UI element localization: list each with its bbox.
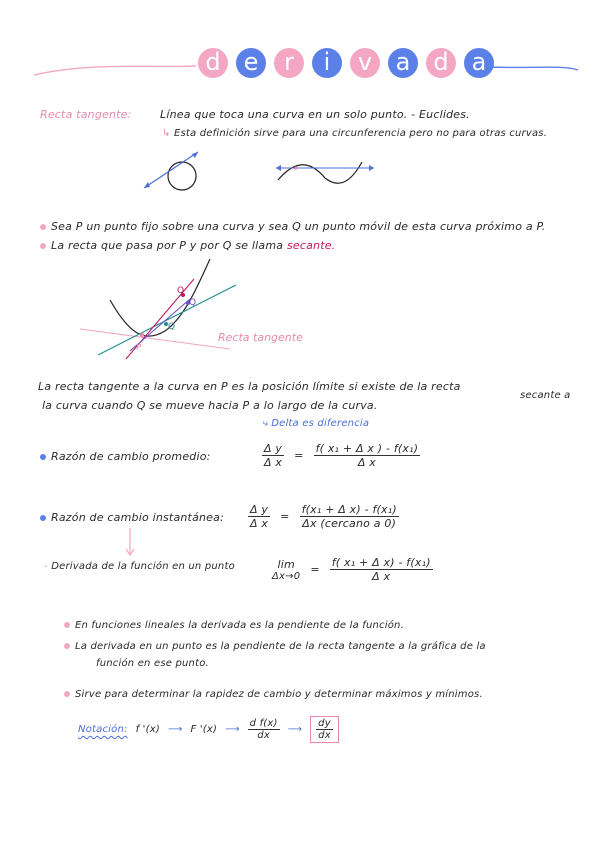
list-item: Sea P un punto fijo sobre una curva y sea Q un punto móvil de esta curva próximo a P. <box>40 220 600 233</box>
title-letter: e <box>236 48 266 78</box>
title-letter: a <box>464 48 494 78</box>
title-letter: v <box>350 48 380 78</box>
definition-secante: secante a <box>520 390 571 401</box>
bullet-icon <box>64 622 70 628</box>
bullet-icon <box>40 454 46 460</box>
list-item: La derivada en un punto es la pendiente de la recta tangente a la gráfica de la <box>64 641 486 652</box>
label-q: Q <box>177 286 185 296</box>
bullet-icon <box>40 515 46 521</box>
title-letter: a <box>388 48 418 78</box>
arrow-icon: ⟶ <box>287 724 303 735</box>
arrow-icon: ⤷ <box>262 418 268 429</box>
tangent-text: Línea que toca una curva en un solo punto. - Euclides. <box>160 108 470 121</box>
list-item-continuation: función en ese punto. <box>96 658 209 669</box>
title-letter: i <box>312 48 342 78</box>
tangent-sketches <box>130 150 390 200</box>
avg-rate-label: Razón de cambio promedio: <box>40 450 211 463</box>
tangent-label: Recta tangente: <box>40 108 132 121</box>
bullet-icon <box>40 243 46 249</box>
definition-line: la curva cuando Q se mueve hacia P a lo largo de la curva. <box>42 399 378 412</box>
definition-line: La recta tangente a la curva en P es la posición límite si existe de la recta <box>38 380 461 393</box>
point-p <box>140 333 144 337</box>
bullet-icon <box>64 643 70 649</box>
derivative-point-label: - Derivada de la función en un punto <box>44 561 235 572</box>
label-p: P <box>136 343 142 353</box>
notation-leibniz: $\frac{\text{d f(x)}}{dx}$ <box>249 718 278 741</box>
arrow-icon: ⟶ <box>225 724 240 735</box>
tangent-note-text: Esta definición sirve para una circunferencia pero no para otras curvas. <box>173 128 548 139</box>
bullet-icon <box>40 224 46 230</box>
notation-boxed: $\frac{dy}{dx}$ <box>310 716 339 743</box>
secante-word: secante. <box>286 239 336 252</box>
label-q: Q <box>189 298 197 308</box>
down-arrow-icon <box>124 528 136 558</box>
inst-rate-label: Razón de cambio instantánea: <box>40 511 224 524</box>
tangent-line-label: Recta tangente <box>218 331 303 344</box>
arrow-icon: ⟶ <box>167 724 183 735</box>
arrow-icon: ↳ <box>162 128 171 139</box>
list-item: En funciones lineales la derivada es la pendiente de la función. <box>64 620 404 631</box>
notation-f1: f '(x) <box>135 724 160 735</box>
title-letter: d <box>198 48 228 78</box>
notation-f2: F '(x) <box>190 724 218 735</box>
derivative-point-formula: lim Δx→0 = $\frac{\text{f( x₁ + Δ x) - f(x₁)}}{\text{Δ x}}$ <box>272 556 431 583</box>
delta-note: ⤷ Delta es diferencia <box>262 418 370 429</box>
title-letter: d <box>426 48 456 78</box>
list-item: La recta que pasa por P y por Q se llama secante. <box>40 239 335 252</box>
inst-rate-formula: $\frac{\text{Δ y}}{\text{Δ x}}$ = $\frac{\text{f(x₁ + Δ x) - f(x₁)}}{\text{Δx (cercano a 0)}}$ <box>250 503 397 530</box>
title-letter: r <box>274 48 304 78</box>
page-title <box>198 48 494 78</box>
avg-rate-formula: $\frac{\text{Δ y}}{\text{Δ x}}$ = $\frac{\text{f( x₁ + Δ x ) - f(x₁)}}{\text{Δ x}}$ <box>264 442 419 469</box>
secant-graph <box>70 255 340 365</box>
notation-label: Notación: <box>78 724 128 735</box>
notation-row <box>78 716 339 743</box>
label-q: Q <box>168 322 176 332</box>
tangent-note <box>162 128 547 139</box>
list-item: Sirve para determinar la rapidez de cambio y determinar máximos y mínimos. <box>64 689 483 700</box>
bullet-icon <box>64 691 70 697</box>
